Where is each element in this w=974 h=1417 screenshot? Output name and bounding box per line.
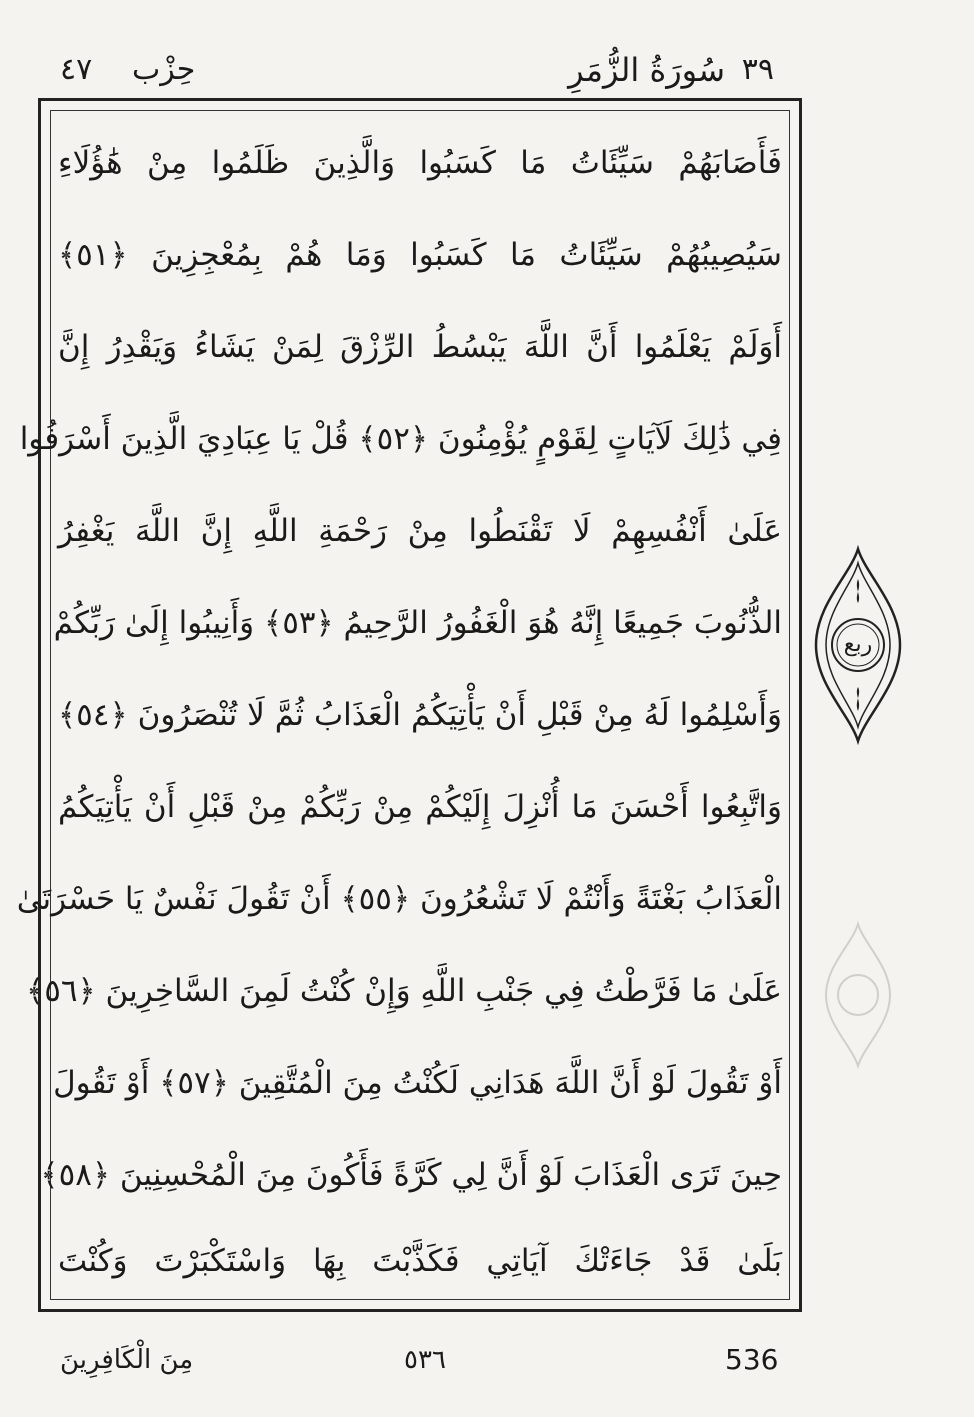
surah-number: ٣٩ (741, 52, 774, 87)
page-number-latin: 536 (725, 1343, 779, 1376)
text-line-7: وَأَسْلِمُوا لَهُ مِنْ قَبْلِ أَنْ يَأْتِيَكُمُ الْعَذَابُ ثُمَّ لَا تُنْصَرُونَ ﴿٥٤﴾ (58, 697, 782, 733)
catchword: مِنَ الْكَافِرِينَ (60, 1345, 194, 1375)
page-number-arabic: ٥٣٦ (404, 1345, 446, 1375)
text-line-8: وَاتَّبِعُوا أَحْسَنَ مَا أُنْزِلَ إِلَيْكُمْ مِنْ رَبِّكُمْ مِنْ قَبْلِ أَنْ يَأْتِيَكُمُ (58, 789, 782, 825)
text-line-10: عَلَىٰ مَا فَرَّطْتُ فِي جَنْبِ اللَّهِ وَإِنْ كُنْتُ لَمِنَ السَّاخِرِينَ ﴿٥٦﴾ (26, 973, 782, 1009)
surah-name: سُورَةُ الزُّمَرِ (568, 51, 725, 89)
hizb-label: حِزْب (132, 52, 196, 87)
text-line-12: حِينَ تَرَى الْعَذَابَ لَوْ أَنَّ لِي كَرَّةً فَأَكُونَ مِنَ الْمُحْسِنِينَ ﴿٥٨﴾ (40, 1157, 782, 1193)
page-footer (0, 1320, 974, 1417)
text-line-5: عَلَىٰ أَنْفُسِهِمْ لَا تَقْنَطُوا مِنْ رَحْمَةِ اللَّهِ إِنَّ اللَّهَ يَغْفِرُ (58, 513, 782, 549)
text-line-9: الْعَذَابُ بَغْتَةً وَأَنْتُمْ لَا تَشْعُرُونَ ﴿٥٥﴾ أَنْ تَقُولَ نَفْسٌ يَا حَسْرَتَىٰ (16, 881, 782, 917)
hizb-number: ٤٧ (60, 52, 93, 87)
text-line-11: أَوْ تَقُولَ لَوْ أَنَّ اللَّهَ هَدَانِي لَكُنْتُ مِنَ الْمُتَّقِينَ ﴿٥٧﴾ أَوْ تَقُولَ (53, 1065, 782, 1101)
text-line-6: الذُّنُوبَ جَمِيعًا إِنَّهُ هُوَ الْغَفُورُ الرَّحِيمُ ﴿٥٣﴾ وَأَنِيبُوا إِلَىٰ رَبِّكُمْ (53, 605, 782, 641)
text-line-4: فِي ذَٰلِكَ لَآيَاتٍ لِقَوْمٍ يُؤْمِنُونَ ﴿٥٢﴾ قُلْ يَا عِبَادِيَ الَّذِينَ أَسْرَفُوا (19, 421, 782, 457)
rub-label: ربع (843, 632, 873, 657)
text-line-2: سَيُصِيبُهُمْ سَيِّئَاتُ مَا كَسَبُوا وَمَا هُمْ بِمُعْجِزِينَ ﴿٥١﴾ (58, 237, 782, 273)
text-line-1: فَأَصَابَهُمْ سَيِّئَاتُ مَا كَسَبُوا وَالَّذِينَ ظَلَمُوا مِنْ هَٰؤُلَاءِ (58, 145, 782, 181)
bleed-through-ornament (820, 920, 896, 1070)
text-line-13: بَلَىٰ قَدْ جَاءَتْكَ آيَاتِي فَكَذَّبْتَ بِهَا وَاسْتَكْبَرْتَ وَكُنْتَ (58, 1243, 782, 1279)
faint-ornament-icon (820, 920, 896, 1070)
rub-marker-medallion (808, 545, 908, 745)
quran-text-block (16, 128, 782, 1298)
text-line-3: أَوَلَمْ يَعْلَمُوا أَنَّ اللَّهَ يَبْسُطُ الرِّزْقَ لِمَنْ يَشَاءُ وَيَقْدِرُ إِنَّ (58, 329, 782, 365)
page-header (0, 0, 974, 100)
